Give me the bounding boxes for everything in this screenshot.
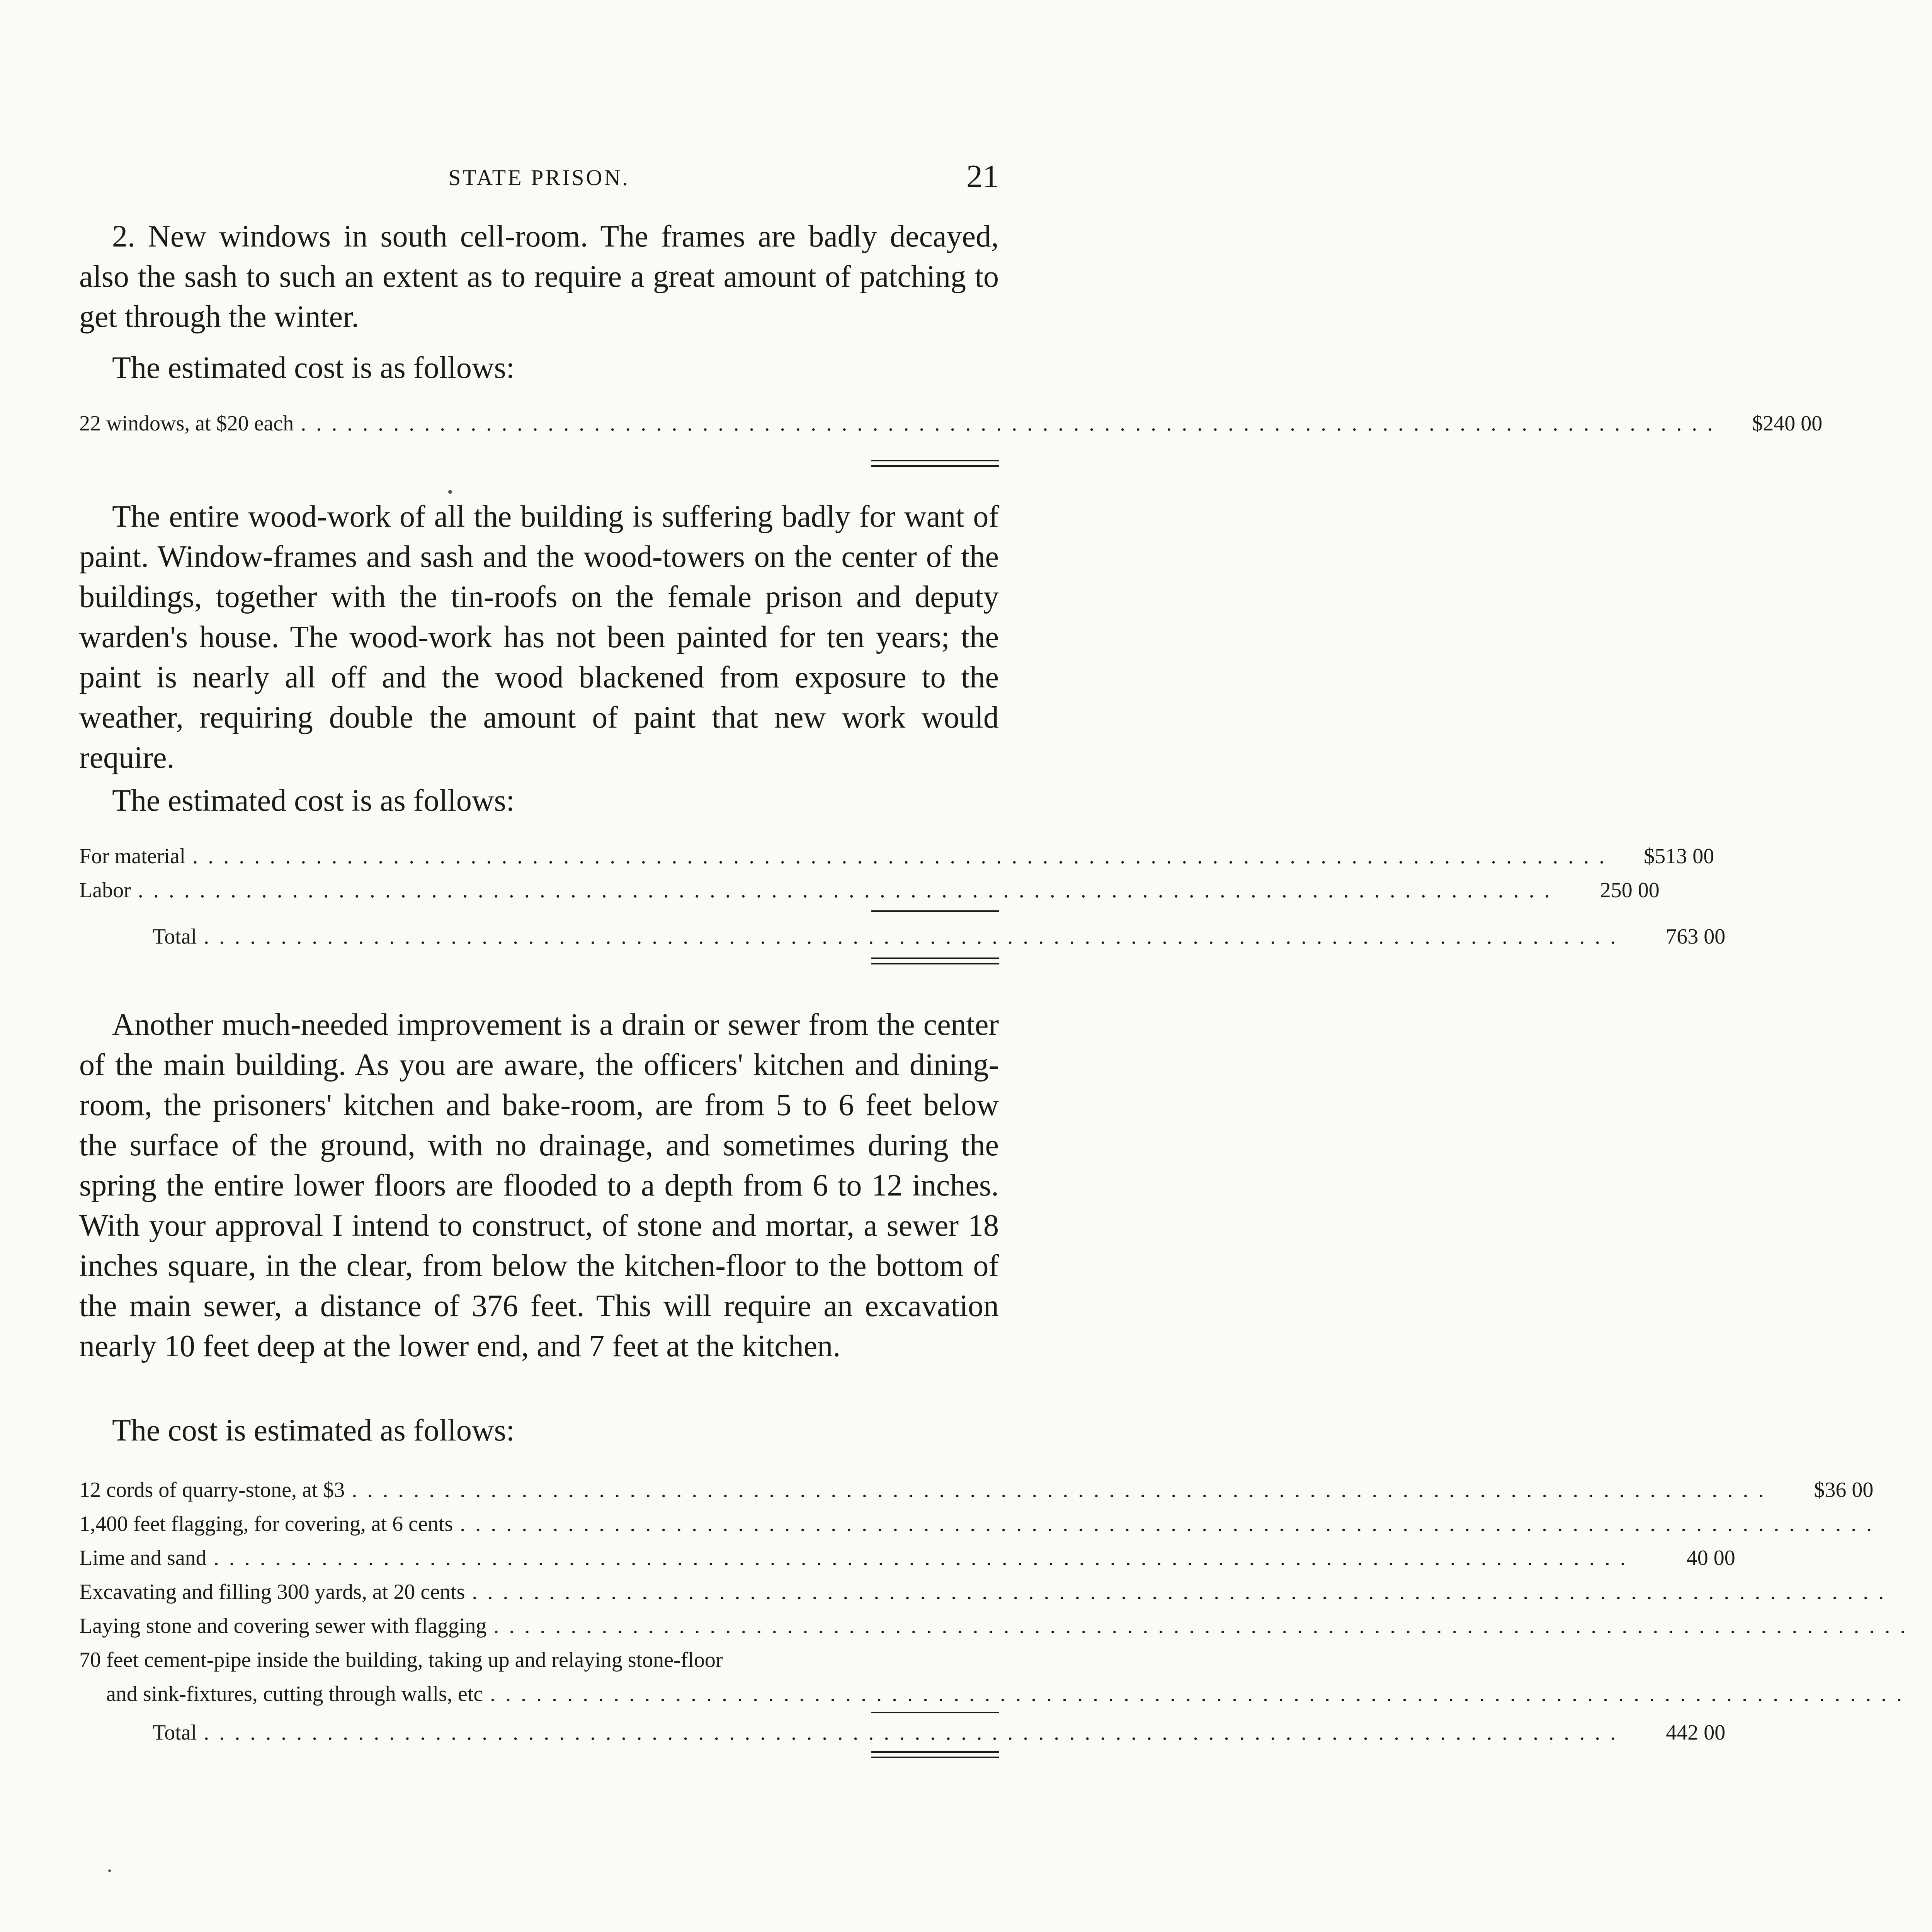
ink-speck [108, 1869, 111, 1872]
paint-paragraph: The entire wood-work of all the building is suffering badly for want of paint. Window-frames and sash and the wood-towers on the center of the buildings, together with the tin-roofs on the female prison and deputy warden's house. The wood-work has not been painted for ten years; the paint is nearly all off and the wood blackened from exposure to the weather, requiring double the amount of paint that new work would require. [79, 500, 999, 775]
total-amount: 763 00 [1666, 925, 1726, 949]
cost-description: Excavating and filling 300 yards, at 20 cents [79, 1580, 465, 1604]
cost-row [79, 1536, 1735, 1570]
cost-amount: 40 00 [1686, 1546, 1735, 1570]
cost-row [79, 1672, 1905, 1706]
leader-dots: . . . . . . . . . . . . . . . . . . . . . . . . . . . . . . . . . . . . . . . . . . . . . . . . . . . . . . . . . . . . . . . . . . . . . . . . . . . . . . . . . . . . . . . . . . . . [352, 1478, 1766, 1502]
leader-dots: . . . . . . . . . . . . . . . . . . . . . . . . . . . . . . . . . . . . . . . . . . . . . . . . . . . . . . . . . . . . . . . . . . . . . . . . . . . . . . . . . . . . . . . . . . . . [213, 1546, 1628, 1570]
windows-cost-table [79, 402, 1823, 436]
cost-row [79, 1502, 1874, 1536]
cost-description: 12 cords of quarry-stone, at $3 [79, 1478, 345, 1502]
cost-row [79, 1638, 999, 1672]
leader-dots: . . . . . . . . . . . . . . . . . . . . . . . . . . . . . . . . . . . . . . . . . . . . . . . . . . . . . . . . . . . . . . . . . . . . . . . . . . . . . . . . . . . . . . . . . . . . [138, 878, 1552, 902]
cost-description: For material [79, 844, 186, 868]
cost-row [79, 869, 1660, 903]
cost-row [79, 402, 1823, 436]
leader-dots: . . . . . . . . . . . . . . . . . . . . . . . . . . . . . . . . . . . . . . . . . . . . . . . . . . . . . . . . . . . . . . . . . . . . . . . . . . . . . . . . . . . . . . . . . . . . [460, 1512, 1874, 1536]
total-amount: 442 00 [1666, 1721, 1726, 1745]
page-header [79, 158, 999, 192]
sewer-cost-table [79, 1468, 1908, 1745]
estimate-intro-3: The cost is estimated as follows: [112, 1413, 515, 1447]
cost-row [79, 835, 1714, 869]
cost-amount [1881, 1512, 1932, 1536]
leader-dots: . . . . . . . . . . . . . . . . . . . . . . . . . . . . . . . . . . . . . . . . . . . . . . . . . . . . . . . . . . . . . . . . . . . . . . . . . . . . . . . . . . . . . . . . . . . . [493, 1614, 1908, 1638]
paint-cost-table [79, 835, 1726, 949]
leader-dots: . . . . . . . . . . . . . . . . . . . . . . . . . . . . . . . . . . . . . . . . . . . . . . . . . . . . . . . . . . . . . . . . . . . . . . . . . . . . . . . . . . . . . . . . . . . . [204, 1721, 1618, 1745]
leader-dots: . . . . . . . . . . . . . . . . . . . . . . . . . . . . . . . . . . . . . . . . . . . . . . . . . . . . . . . . . . . . . . . . . . . . . . . . . . . . . . . . . . . . . . . . . . . . [472, 1580, 1886, 1604]
cost-description: and sink-fixtures, cutting through walls, etc [106, 1682, 483, 1706]
estimate-intro-2: The estimated cost is as follows: [112, 784, 515, 818]
total-row [79, 915, 1726, 949]
subtotal-rule [871, 910, 999, 912]
cost-description: Lime and sand [79, 1546, 207, 1570]
cost-amount [1893, 1580, 1932, 1604]
cost-amount: 250 00 [1600, 878, 1660, 902]
cost-amount [1915, 1614, 1932, 1638]
cost-amount [1911, 1682, 1932, 1706]
leader-dots: . . . . . . . . . . . . . . . . . . . . . . . . . . . . . . . . . . . . . . . . . . . . . . . . . . . . . . . . . . . . . . . . . . . . . . . . . . . . . . . . . . . . . . . . . . . . [204, 925, 1618, 949]
leader-dots: . . . . . . . . . . . . . . . . . . . . . . . . . . . . . . . . . . . . . . . . . . . . . . . . . . . . . . . . . . . . . . . . . . . . . . . . . . . . . . . . . . . . . . . . . . . . [301, 412, 1715, 435]
page-number: 21 [966, 158, 999, 194]
cost-row [79, 1468, 1874, 1502]
double-rule [871, 957, 999, 964]
estimate-intro-1: The estimated cost is as follows: [112, 351, 515, 385]
double-rule [871, 460, 999, 467]
total-label: Total [153, 1721, 197, 1745]
cost-description: Laying stone and covering sewer with flagging [79, 1614, 487, 1638]
cost-description: 70 feet cement-pipe inside the building, taking up and relaying stone-floor [79, 1648, 723, 1672]
cost-description: 1,400 feet flagging, for covering, at 6 cents [79, 1512, 453, 1536]
windows-paragraph: 2. New windows in south cell-room. The frames are badly decayed, also the sash to such an extent as to require a great amount of patching to get through the winter. [79, 219, 999, 334]
sewer-paragraph: Another much-needed improvement is a drain or sewer from the center of the main building. As you are aware, the officers' kitchen and dining-room, the prisoners' kitchen and bake-room, are from 5 to 6 feet below the surface of the ground, with no drainage, and sometimes during the spring the entire lower floors are flooded to a depth from 6 to 12 inches. With your approval I intend to construct, of stone and mortar, a sewer 18 inches square, in the clear, from below the kitchen-floor to the bottom of the main sewer, a distance of 376 feet. This will require an excavation nearly 10 feet deep at the lower end, and 7 feet at the kitchen. [79, 1008, 999, 1363]
cost-row [79, 1570, 1886, 1604]
leader-dots: . . . . . . . . . . . . . . . . . . . . . . . . . . . . . . . . . . . . . . . . . . . . . . . . . . . . . . . . . . . . . . . . . . . . . . . . . . . . . . . . . . . . . . . . . . . . [192, 844, 1607, 868]
cost-amount: $513 00 [1644, 844, 1714, 868]
running-head: STATE PRISON. [448, 165, 630, 190]
cost-amount: $240 00 [1752, 412, 1823, 435]
double-rule [871, 1751, 999, 1758]
cost-description: 22 windows, at $20 each [79, 412, 294, 435]
ink-speck [448, 490, 452, 494]
total-row [79, 1711, 1726, 1745]
leader-dots: . . . . . . . . . . . . . . . . . . . . . . . . . . . . . . . . . . . . . . . . . . . . . . . . . . . . . . . . . . . . . . . . . . . . . . . . . . . . . . . . . . . . . . . . . . . . [490, 1682, 1905, 1706]
cost-description: Labor [79, 878, 131, 902]
cost-row [79, 1604, 1908, 1638]
cost-amount: $36 00 [1814, 1478, 1874, 1502]
total-label: Total [153, 925, 197, 949]
